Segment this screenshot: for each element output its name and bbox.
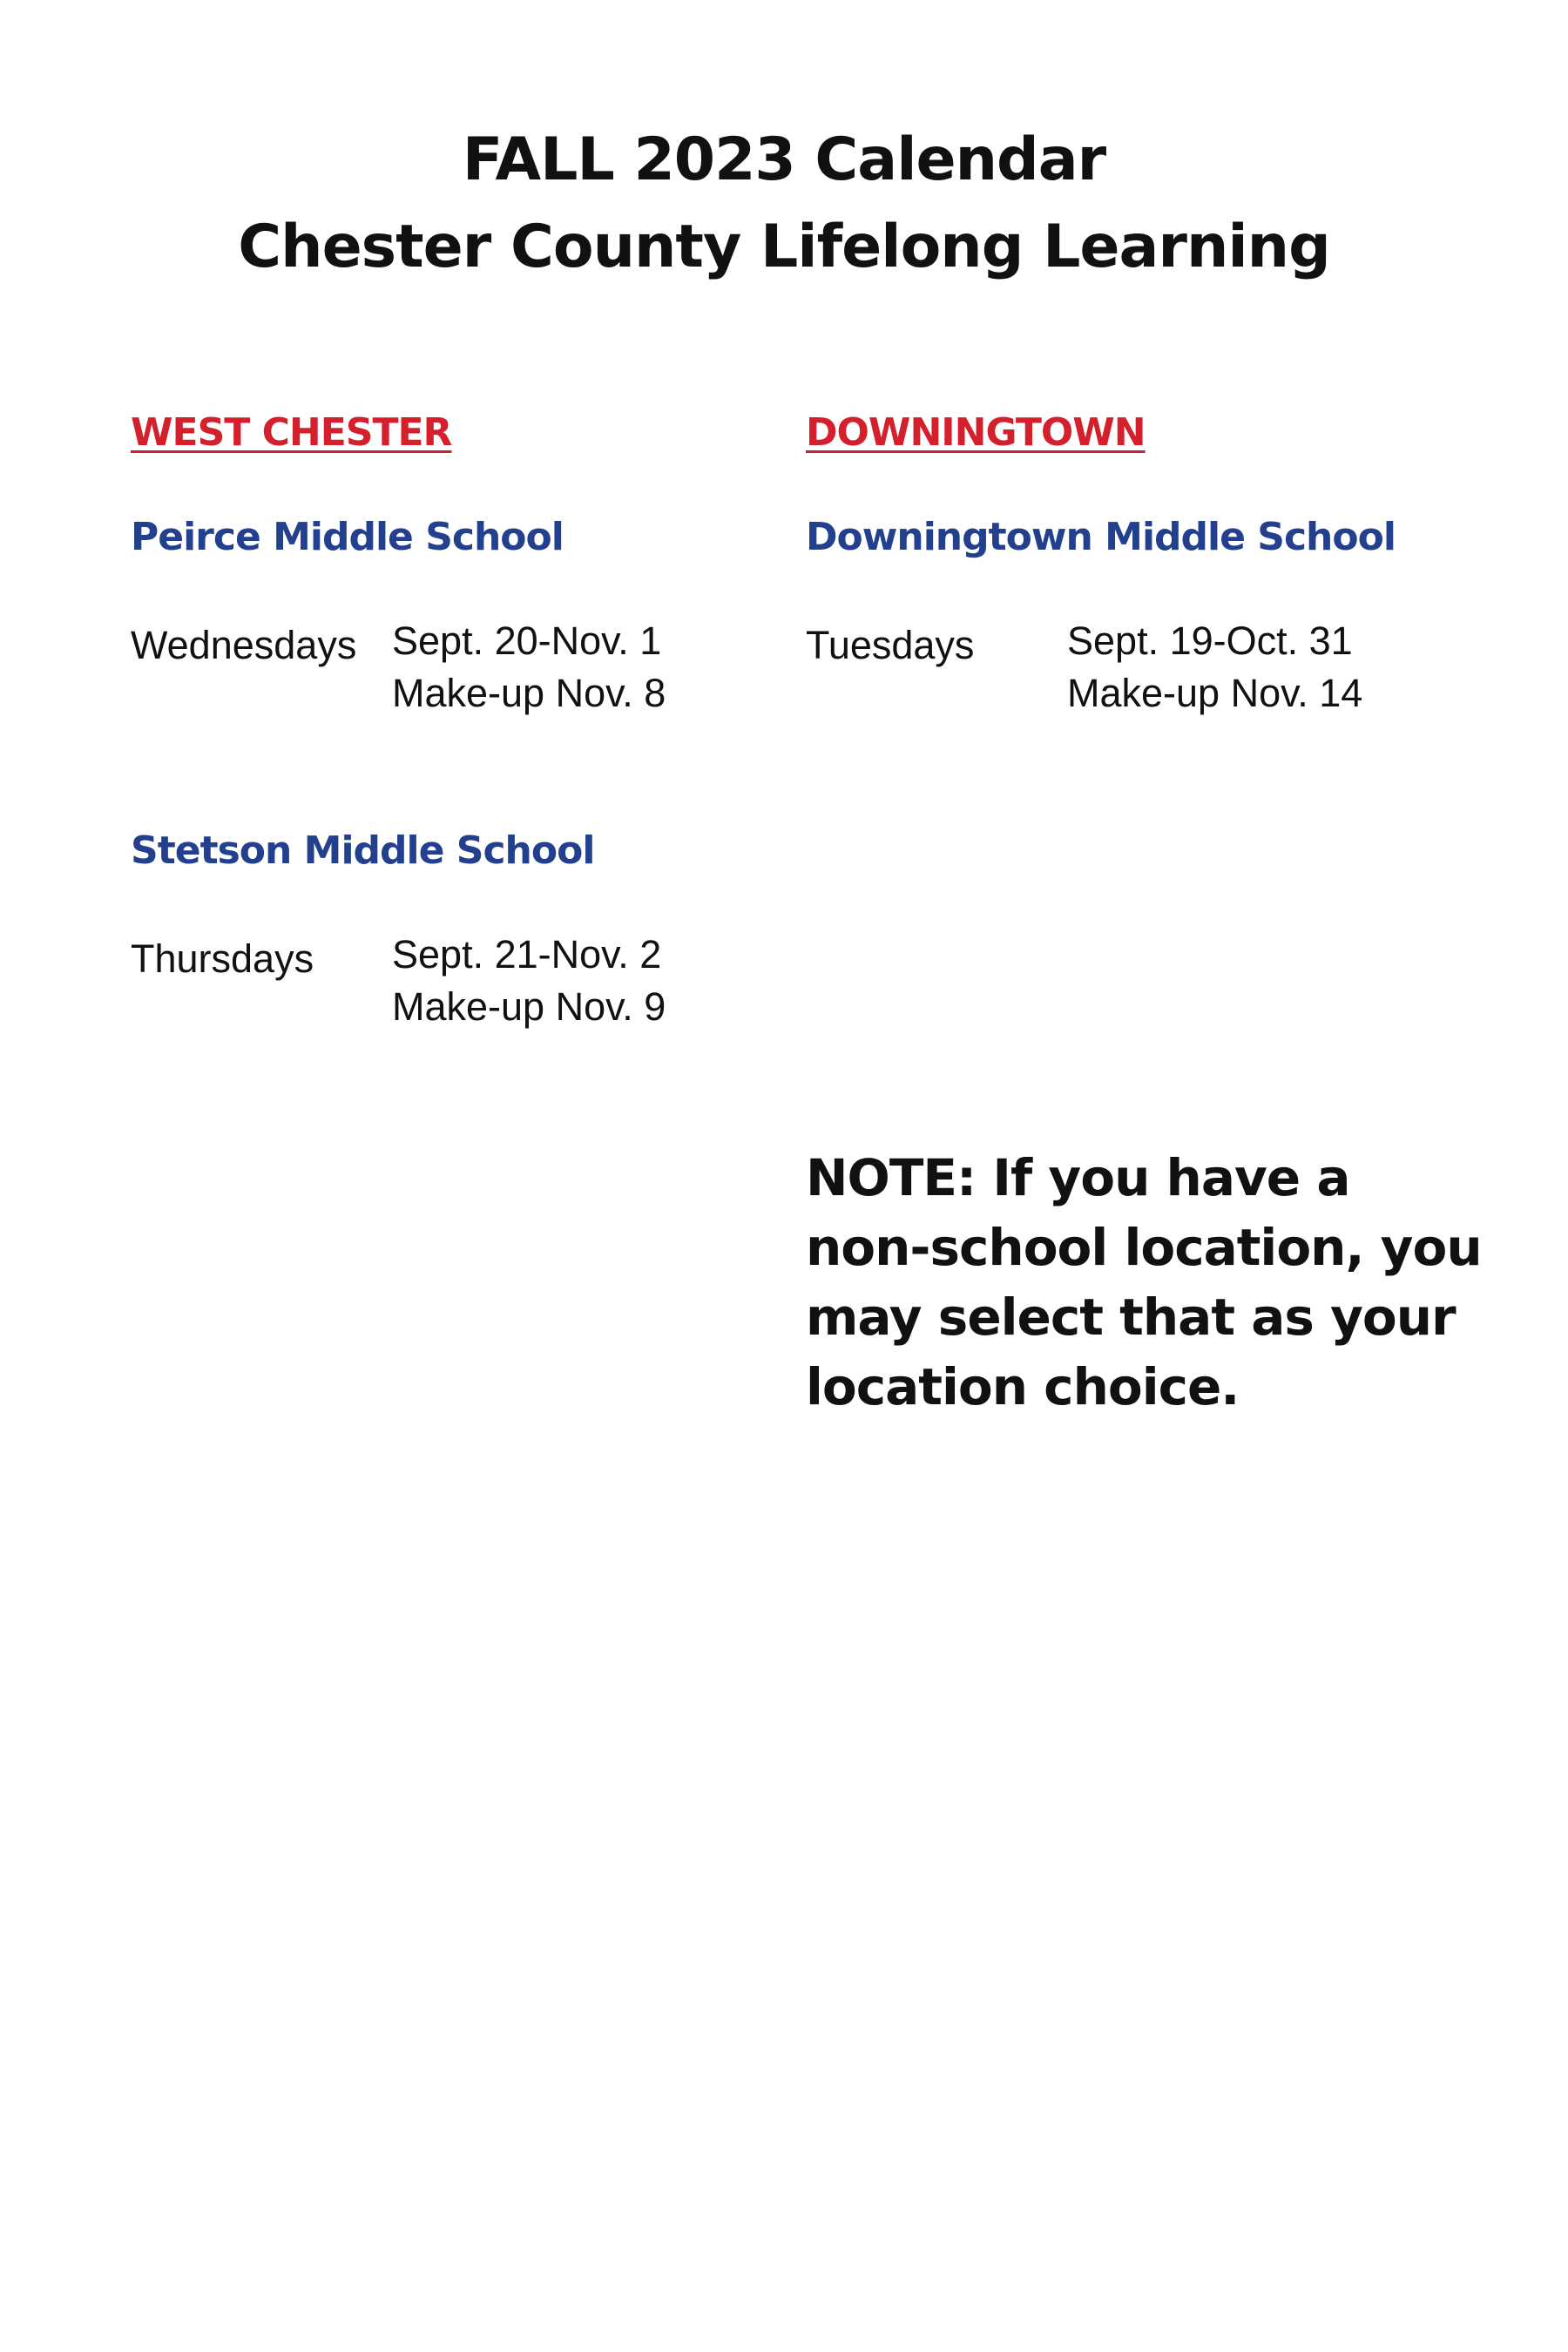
peirce-dates-block	[392, 615, 666, 720]
page-title-line-1: FALL 2023 Calendar	[462, 125, 1106, 194]
stetson-day: Thursdays	[131, 936, 314, 981]
stetson-dates-block	[392, 929, 666, 1033]
peirce-school-heading: Peirce Middle School	[131, 515, 564, 559]
west-chester-region-heading: WEST CHESTER	[131, 410, 452, 455]
stetson-date-range: Sept. 21-Nov. 2	[392, 932, 662, 977]
downingtown-day: Tuesdays	[806, 623, 975, 667]
page-title-line-2: Chester County Lifelong Learning	[238, 213, 1330, 281]
stetson-school-heading: Stetson Middle School	[131, 828, 595, 873]
peirce-makeup-date: Make-up Nov. 8	[392, 671, 666, 715]
downingtown-dates-block	[1067, 615, 1362, 720]
location-note: NOTE: If you have a non-school location, you may select that as your location choice.	[806, 1148, 1482, 1416]
downingtown-date-range: Sept. 19-Oct. 31	[1067, 618, 1353, 663]
downingtown-makeup-date: Make-up Nov. 14	[1067, 671, 1363, 715]
stetson-makeup-date: Make-up Nov. 9	[392, 984, 666, 1029]
downingtown-school-heading: Downingtown Middle School	[806, 515, 1396, 559]
downingtown-region-heading: DOWNINGTOWN	[806, 410, 1146, 455]
peirce-day: Wednesdays	[131, 623, 357, 667]
peirce-date-range: Sept. 20-Nov. 1	[392, 618, 662, 663]
